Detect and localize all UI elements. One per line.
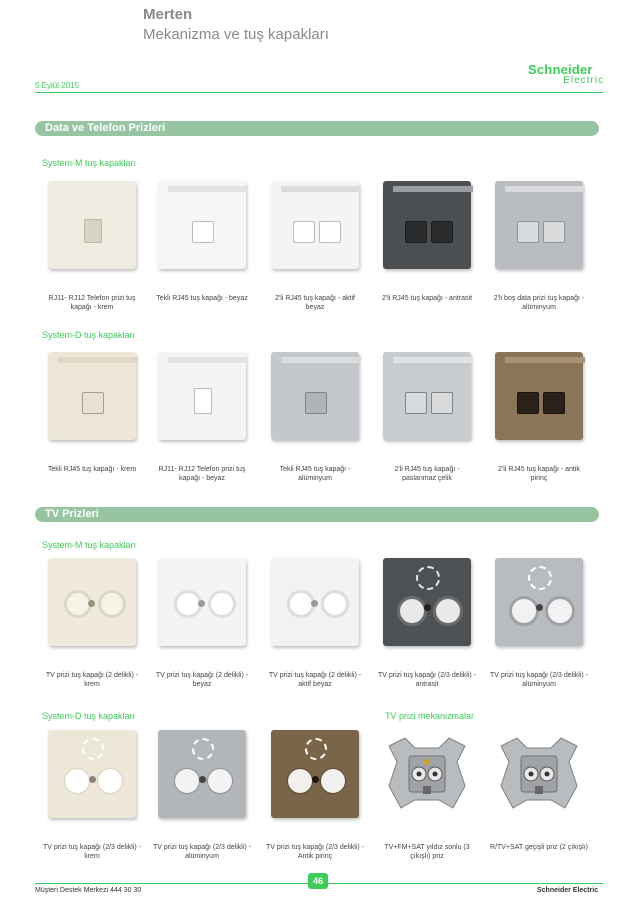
product-caption: TV+FM+SAT yıldız sonlu (3 çıkışlı) priz <box>384 844 470 860</box>
section-title-data: Data ve Telefon Prizleri <box>45 122 166 134</box>
section-band-data <box>35 121 599 136</box>
subsection-title: System-D tuş kapakları <box>42 711 136 721</box>
product-caption: TV prizi tuş kapağı (2 delikli) - krem <box>45 672 139 688</box>
subsection-title: System-M tuş kapakları <box>42 540 137 550</box>
logo <box>528 62 604 90</box>
product-caption: 2'li RJ45 tuş kapağı - antrasit <box>381 295 473 302</box>
rj45-plate-aluminium <box>271 352 359 440</box>
footer-brand: Schneider Electric <box>537 887 599 894</box>
subsection-title: TV prizi mekanizmalar <box>385 711 475 721</box>
tv-plate-3hole-anthracite <box>383 558 471 646</box>
product-caption: TV prizi tuş kapağı (2/3 delikli) - Antik pirinç <box>265 844 365 860</box>
product-caption: R/TV+SAT geçişli priz (2 çıkışlı) <box>490 844 588 851</box>
tv-plate-3hole-antique-brass <box>271 730 359 818</box>
product-caption: 2'li RJ45 tuş kapağı - paslanmaz çelik <box>394 466 460 482</box>
header-brand: Merten <box>143 6 193 23</box>
subsection-title: System-D tuş kapakları <box>42 330 136 340</box>
tv-mechanism-3-output-image <box>385 734 469 814</box>
product-caption: TV prizi tuş kapağı (2/3 delikli) - krem <box>42 844 142 860</box>
tv-plate-2hole-white <box>158 558 246 646</box>
publication-date: 5 Eylül 2015 <box>35 81 80 90</box>
product-caption: RJ11- RJ12 Telefon prizi tuş kapağı - krem <box>48 295 136 311</box>
rj11-plate-cream <box>48 181 136 269</box>
product-caption: Tekli RJ45 tuş kapağı - beyaz <box>156 295 248 302</box>
logo-line1: Schneider <box>528 62 593 77</box>
product-caption: TV prizi tuş kapağı (2 delikli) - aktif beyaz <box>268 672 362 688</box>
tv-plate-3hole-aluminium-d <box>158 730 246 818</box>
product-caption: TV prizi tuş kapağı (2 delikli) - beyaz <box>155 672 249 688</box>
tv-mechanism-2-output-image <box>497 734 581 814</box>
product-caption: 2'li boş data prizi tuş kapağı - alüminyum <box>493 295 585 311</box>
double-rj45-plate-active-white <box>271 181 359 269</box>
footer-support: Müşteri Destek Merkezi 444 30 30 <box>35 887 142 894</box>
rj11-plate-white <box>158 352 246 440</box>
rj45-plate-cream <box>48 352 136 440</box>
tv-plate-3hole-aluminium <box>495 558 583 646</box>
product-caption: TV prizi tuş kapağı (2/3 delikli) - alüminyum <box>152 844 252 860</box>
logo-line2: Electric <box>563 75 604 86</box>
blank-data-plate-aluminium <box>495 181 583 269</box>
double-rj45-plate-antique-brass <box>495 352 583 440</box>
rj45-plate-white <box>158 181 246 269</box>
page-number: 46 <box>308 873 328 889</box>
product-caption: Tekli RJ45 tuş kapağı - krem <box>47 466 137 473</box>
tv-plate-3hole-cream <box>48 730 136 818</box>
header-rule <box>35 92 603 93</box>
subsection-title: System-M tuş kapakları <box>42 158 137 168</box>
tv-plate-2hole-active-white <box>271 558 359 646</box>
product-caption: 2'li RJ45 tuş kapağı - antik pirinç <box>498 466 580 482</box>
header-subtitle: Mekanizma ve tuş kapakları <box>143 26 329 43</box>
product-caption: 2'li RJ45 tuş kapağı - aktif beyaz <box>275 295 355 311</box>
product-caption: RJ11- RJ12 Telefon prizi tuş kapağı - beyaz <box>158 466 246 482</box>
product-caption: TV prizi tuş kapağı (2/3 delikli) - antrasit <box>377 672 477 688</box>
product-caption: Tekli RJ45 tuş kapağı - alüminyum <box>279 466 351 482</box>
section-band-tv <box>35 507 599 522</box>
section-title-tv: TV Prizleri <box>45 508 99 520</box>
double-rj45-plate-anthracite <box>383 181 471 269</box>
double-rj45-plate-stainless <box>383 352 471 440</box>
product-caption: TV prizi tuş kapağı (2/3 delikli) - alüminyum <box>489 672 589 688</box>
tv-plate-2hole-cream <box>48 558 136 646</box>
